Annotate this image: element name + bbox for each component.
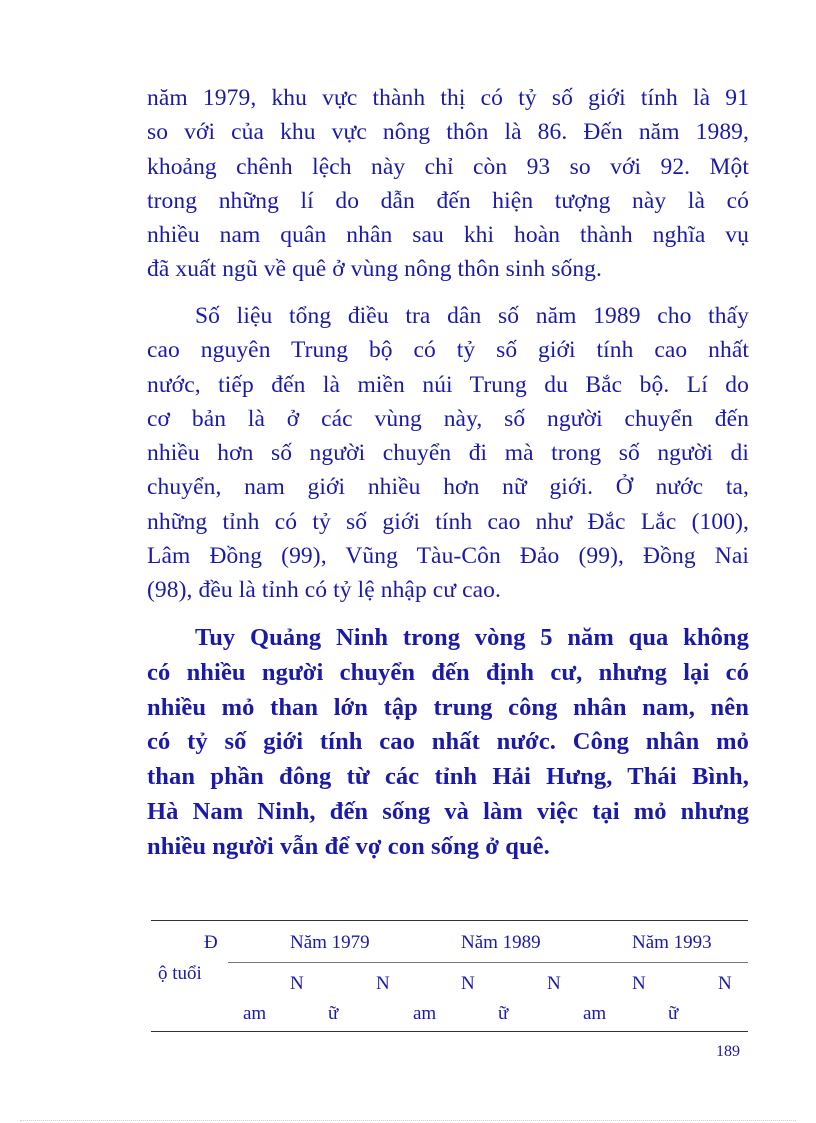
text-line: (98), đều là tỉnh có tỷ lệ nhập cư cao. [147,577,502,604]
page-number: 189 [716,1043,740,1060]
text-line: đã xuất ngũ về quê ở vùng nông thôn sinh sống. [147,256,603,283]
sex-header-top: N [376,973,390,994]
age-header-part2: ộ tuổi [158,963,202,984]
paragraph-1 [147,81,749,287]
text-line: nhiều mỏ than lớn tập trung công nhân nam, nên [147,693,749,721]
text-line: có tỷ số giới tính cao nhất nước. Công nhân mỏ [147,728,749,756]
text-line: Hà Nam Ninh, đến sống và làm việc tại mỏ nhưng [147,797,749,825]
paragraph-3-bold [147,621,749,865]
text-line: Lâm Đồng (99), Vũng Tàu-Côn Đảo (99), Đồng Nai [147,543,749,570]
age-header-part1: Đ [204,932,218,953]
text-line: nhiều người vẫn để vợ con sống ở quê. [147,832,550,860]
table-top-rule [151,920,748,921]
paragraph-2 [147,299,749,608]
text-line: khoảng chênh lệch này chỉ còn 93 so với 92. Một [147,153,749,180]
table-bottom-rule [151,1031,748,1032]
sex-header-bottom: ữ [668,1003,679,1024]
text-line: có nhiều người chuyển đến định cư, nhưng lại có [147,658,749,686]
year-header-1989: Năm 1989 [461,932,541,953]
sex-header-top: N [632,973,646,994]
text-line: Số liệu tổng điều tra dân số năm 1989 cho thấy [195,303,749,329]
text-line: trong những lí do dẫn đến hiện tượng này là có [147,187,749,214]
text-line: nước, tiếp đến là miền núi Trung du Bắc bộ. Lí do [147,371,749,398]
sex-header-bottom: ữ [498,1003,509,1024]
year-header-1979: Năm 1979 [290,932,370,953]
text-line: Tuy Quảng Ninh trong vòng 5 năm qua không [195,624,749,651]
sex-header-bottom: ữ [328,1003,339,1024]
text-line: cơ bản là ở các vùng này, số người chuyển đến [147,405,749,432]
text-line: so với của khu vực nông thôn là 86. Đến năm 1989, [147,119,749,146]
sex-header-bottom: am [583,1003,607,1024]
table-header-rule [228,962,748,963]
sex-header-top: N [461,973,475,994]
text-line: nhiều nam quân nhân sau khi hoàn thành nghĩa vụ [147,222,749,249]
text-line: năm 1979, khu vực thành thị có tỷ số giới tính là 91 [147,85,749,111]
text-line: nhiều hơn số người chuyển đi mà trong số người di [147,440,749,467]
year-header-1993: Năm 1993 [632,932,712,953]
sex-header-top: N [290,973,304,994]
sex-header-bottom: am [413,1003,437,1024]
text-line: chuyển, nam giới nhiều hơn nữ giới. Ở nước ta, [147,474,749,501]
text-line: cao nguyên Trung bộ có tỷ số giới tính cao nhất [147,337,749,364]
sex-header-top: N [718,973,732,994]
page-footer-divider [20,1120,796,1121]
sex-header-top: N [547,973,561,994]
text-line: than phần đông từ các tỉnh Hải Hưng, Thái Bình, [147,763,749,791]
text-line: những tỉnh có tỷ số giới tính cao như Đắc Lắc (100), [147,508,749,535]
sex-header-bottom: am [243,1003,267,1024]
